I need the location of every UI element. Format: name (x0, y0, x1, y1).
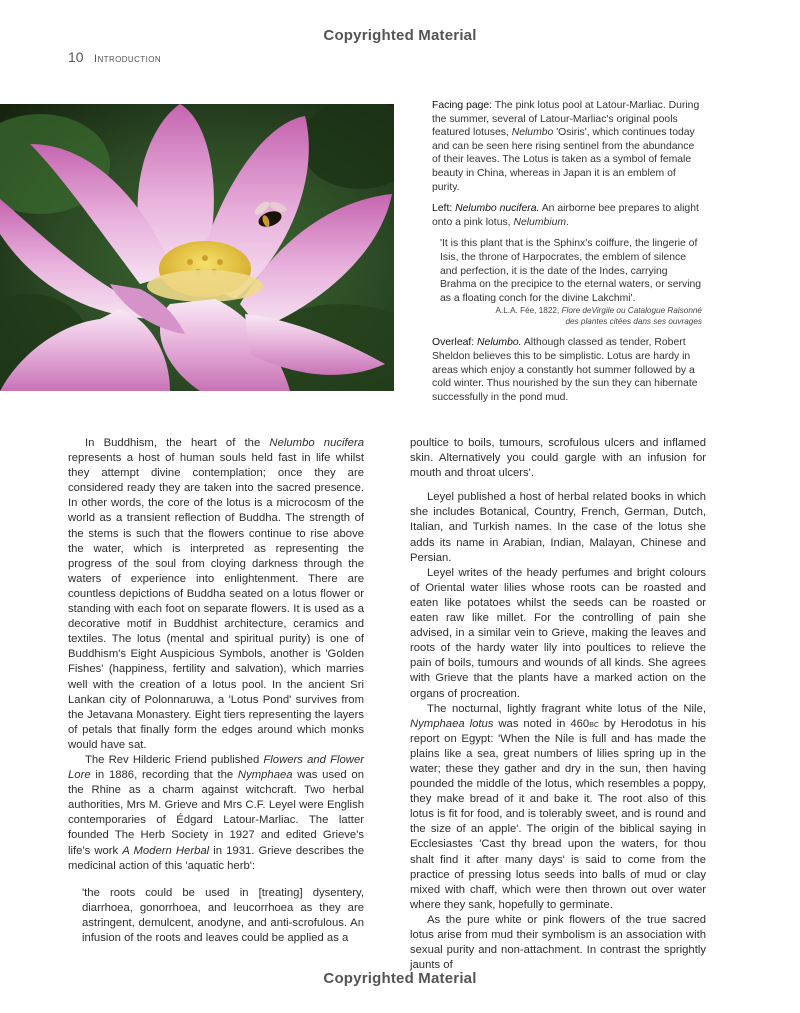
stamens (147, 270, 263, 302)
paragraph: The Rev Hilderic Friend published Flowers and Flower Lore in 1886, recording that the Nymphaea was used on the Rhine as a charm against witchcraft. Two herbal authorities, Mrs M. Grieve and Mrs C.F. Leyel were English contemporaries of Édgard Latour-Marliac. The latter founded The Herb Society in 1927 and edited Grieve's life's work A Modern Herbal in 1931. Grieve describes the medicinal action of this 'aquatic herb': (68, 753, 364, 872)
caption-quote: 'It is this plant that is the Sphinx's coiffure, the lingerie of Isis, the throne of Harpocrates, the emblem of silence and perfection, it is the date of the Indes, carrying Brahma on the precipice to the eternal waters, or serving as a floating conch for the divine Lakchmi'. (440, 238, 702, 304)
running-head (68, 49, 161, 67)
paragraph: As the pure white or pink flowers of the true sacred lotus arise from mud their symbolism is an association with sexual purity and non-attachment. In contrast the sprightly jaunts of (410, 913, 706, 972)
grieve-quote: 'the roots could be used in [treating] dysentery, diarrhoea, gonorrhoea, and leucorrhoea as they are astringent, demulcent, anodyne, and anti-scrofulous. An infusion of the roots and leaves could be applied as a (82, 886, 364, 944)
watermark-bottom: Copyrighted Material (323, 970, 477, 987)
photo-captions (432, 99, 702, 412)
body-column-right (410, 436, 706, 973)
watermark-top: Copyrighted Material (323, 27, 477, 44)
page-number: 10 (68, 49, 84, 65)
paragraph: The nocturnal, lightly fragrant white lotus of the Nile, Nymphaea lotus was noted in 460bc by Herodotus in his report on Egypt: 'When the Nile is full and has made the plains like a sea, great numbers of lilies spring up in the water; these they gather and dry in the sun, then having pounded the middle of the lotus, which resembles a poppy, they make bread of it and bake it. The root also of this lotus is fit for food, and is tolerably sweet, and is round and the size of an apple'. The origin of the biblical saying in Ecclesiastes 'Cast thy bread upon the waters, for thou shalt find it after many days' is said to come from the practice of pressing lotus seeds into balls of mud or clay mixed with chaff, which were then thrown out over water where they sank, hopefully to germinate. (410, 702, 706, 911)
paragraph: In Buddhism, the heart of the Nelumbo nucifera represents a host of human souls held fast in life whilst they attempt divine contemplation; once they are considered ready they are taken into the sacred presence. In other words, the core of the lotus is a microcosm of the world as a transient reflection of Buddha. The strength of the stems is such that the flowers continue to rise above the water, which is interpreted as representing the progress of the soul from cloying darkness through the waters of experience into enlightenment. There are countless depictions of Buddha seated on a lotus flower or standing with each foot on separate flowers. It is used as a decorative motif in Buddhist architecture, ceramics and textiles. The lotus (mental and spiritual purity) is one of Buddhism's Eight Auspicious Symbols, another is 'Golden Fishes' (happiness, fertility and salvation), which marries well with the creation of a lotus pool. In the ancient Sri Lankan city of Polonnaruwa, a 'Lotus Pond' survives from the Jetavana Monastery. Eight tiers representing the layers of petals that finally form the edges around which monks would have sat. (68, 437, 364, 751)
body-column-left (68, 436, 364, 946)
caption-overleaf: Overleaf: Nelumbo. Although classed as tender, Robert Sheldon believes this to be simplistic. Lotus are hardy in areas which enjoy a constantly hot summer followed by a cold winter. Thus nourished by the sun they can hibernate successfully in the pond mud. (432, 337, 698, 403)
lotus-illustration (0, 104, 394, 391)
section-title: Introduction (94, 53, 161, 65)
caption-attribution: A.L.A. Fée, 1822, Flore deVirgile ou Catalogue Raisonné des plantes citées dans ses ouvrages (495, 306, 702, 327)
paragraph: Leyel writes of the heady perfumes and bright colours of Oriental water lilies whose roots can be roasted and eaten like potatoes whilst the seeds can be roasted or eaten raw like millet. For the controlling of pain she advised, in a similar vein to Grieve, making the leaves and roots of the hardy water lily into poultices to relieve the pain of boils, tumours and wounds of all kinds. She agrees with Grieve that the plants have a marked action on the organs of procreation. (410, 566, 706, 700)
caption-facing-page: Facing page: The pink lotus pool at Latour-Marliac. During the summer, several of Latour-Marliac's original pools featured lotuses, Nelumbo 'Osiris', which continues today and can be seen here rising sentinel from the abundance of their leaves. The Lotus is taken as a symbol of female beauty in China, whereas in Japan it is an emblem of purity. (432, 100, 700, 193)
lotus-photo (0, 104, 394, 391)
caption-left: Left: Nelumbo nucifera. An airborne bee prepares to alight onto a pink lotus, Nelumbium. (432, 203, 699, 228)
paragraph: Leyel published a host of herbal related books in which she includes Botanical, Country, French, German, Dutch, Italian, and Turkish names. In the case of the lotus she adds its name in Arabian, Indian, Malayan, Chinese and Persian. (410, 491, 706, 564)
grieve-quote-continued: poultice to boils, tumours, scrofulous ulcers and inflamed skin. Alternatively you could gargle with an infusion for mouth and throat ulcers'. (410, 437, 706, 480)
